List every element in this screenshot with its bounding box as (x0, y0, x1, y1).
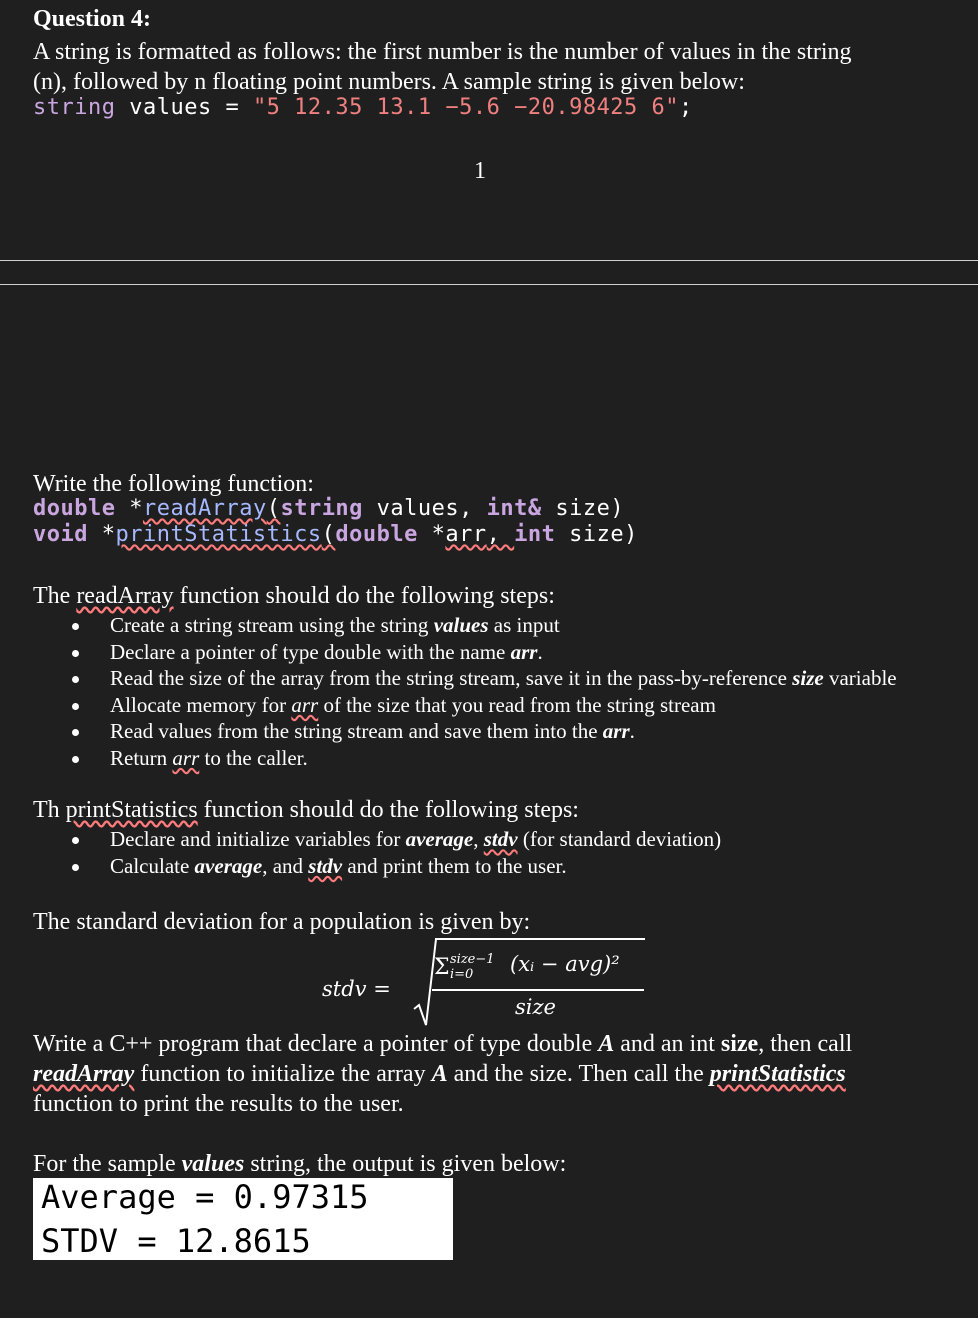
step-text: Return (110, 745, 173, 770)
step-em: arr (291, 692, 319, 717)
read-array-steps (33, 612, 963, 771)
sqrt-sign-icon (412, 937, 440, 1027)
formula-denominator: size (515, 995, 556, 1019)
program-text: , then call (758, 1031, 853, 1057)
list-item (33, 718, 963, 745)
code-string: "5 12.35 13.1 −5.6 −20.98425 6" (252, 95, 680, 120)
f1-return-type: double (33, 496, 116, 521)
list-item (33, 745, 963, 772)
program-text: and the size. Then call the (447, 1061, 710, 1087)
output-intro-em: values (181, 1151, 245, 1177)
program-func-name: readArray (33, 1061, 135, 1087)
step-em: size (792, 666, 824, 690)
code-var: values = (115, 95, 253, 120)
step-text: to the caller. (199, 745, 308, 770)
list-item (33, 612, 963, 639)
step-text: variable (823, 666, 897, 690)
step-text: Declare and initialize variables for (110, 827, 406, 851)
print-stats-intro-name: printStatistics (65, 797, 198, 823)
sample-string-code (33, 95, 693, 120)
step-text: and print them to the user. (342, 853, 567, 878)
step-em: average (194, 853, 263, 878)
step-text: (for standard deviation) (517, 827, 722, 851)
program-text: and an int (614, 1031, 721, 1057)
read-array-intro (33, 581, 555, 611)
output-intro (33, 1149, 566, 1179)
f1-param1-rest: values, (362, 496, 487, 521)
program-em: A (598, 1031, 615, 1057)
step-text: . (629, 719, 635, 743)
f1-name: readArray (142, 496, 267, 521)
f2-paren: ( (321, 522, 336, 547)
output-line-average: Average = 0.97315 (41, 1178, 369, 1216)
list-item (33, 692, 963, 719)
step-em: stdv (308, 853, 343, 878)
bullet-icon (72, 703, 79, 710)
f2-param2-rest: size) (555, 522, 638, 547)
step-text: Read values from the string stream and save them into the (110, 719, 603, 743)
page-number: 1 (474, 158, 486, 184)
step-text: Create a string stream using the string (110, 613, 434, 637)
program-text: function to initialize the array (134, 1061, 432, 1087)
print-stats-intro-post: function should do the following steps: (197, 797, 579, 823)
output-intro-post: string, the output is given below: (244, 1151, 567, 1177)
sum-upper-limit: size−1 (450, 952, 495, 967)
fraction-bar (432, 989, 644, 991)
list-item (33, 853, 963, 880)
program-func-name-2: printStatistics (709, 1061, 846, 1087)
program-em: A (431, 1061, 448, 1087)
formula-lhs: stdv = (322, 977, 391, 1001)
bullet-icon (72, 676, 79, 683)
function-signature-2 (33, 522, 638, 547)
bullet-icon (72, 756, 79, 763)
sum-lower-limit: i=0 (450, 967, 474, 982)
sum-symbol: Σ (434, 955, 450, 980)
step-em: stdv (483, 827, 518, 851)
step-text: , (473, 827, 484, 851)
list-item (33, 826, 963, 853)
code-type: string (33, 95, 116, 120)
formula-intro: The standard deviation for a population is given by: (33, 909, 531, 935)
output-line-stdv: STDV = 12.8615 (41, 1222, 311, 1260)
question-title: Question 4: (33, 6, 152, 32)
program-text: Write a C++ program that declare a pointer of type double (33, 1031, 599, 1057)
f2-star: * (87, 522, 116, 547)
step-em: values (433, 613, 489, 637)
f1-star: * (115, 496, 143, 521)
step-text: Declare a pointer of type double with the name (110, 639, 511, 664)
read-array-intro-name: readArray (76, 583, 174, 609)
program-line-2 (33, 1059, 846, 1089)
question-intro-line-1: A string is formatted as follows: the first number is the number of values in the string (33, 39, 852, 65)
print-stats-intro-pre: Th (33, 797, 66, 823)
f2-param2-type: int (514, 522, 556, 547)
program-bold: size (720, 1031, 759, 1057)
f2-param1-name: arr (445, 522, 487, 547)
read-array-intro-post: function should do the following steps: (173, 583, 555, 609)
bullet-icon (72, 864, 79, 871)
print-stats-intro (33, 795, 579, 825)
functions-heading: Write the following function: (33, 471, 314, 497)
function-signature-1 (33, 496, 624, 521)
page-divider-top (0, 260, 978, 261)
sample-output-box (33, 1178, 453, 1260)
program-line-1 (33, 1029, 852, 1059)
step-text: Calculate (110, 853, 195, 878)
f1-param2-rest: size) (541, 496, 625, 521)
bullet-icon (72, 623, 79, 630)
page-divider-bottom (0, 284, 978, 285)
step-em: arr (510, 639, 538, 664)
stdv-formula (320, 935, 660, 1030)
f2-return-type: void (33, 522, 88, 547)
program-line-3: function to print the results to the user. (33, 1091, 404, 1117)
f2-name: printStatistics (115, 522, 322, 547)
step-em: average (405, 827, 474, 851)
step-text: , and (262, 853, 309, 878)
f1-param2-type: int& (486, 496, 542, 521)
code-end: ; (679, 95, 693, 120)
print-stats-steps (33, 826, 963, 879)
f1-paren: ( (266, 496, 281, 521)
step-em: arr (172, 745, 200, 770)
f1-param1-type: string (280, 496, 363, 521)
formula-numerator: (xᵢ − avg)² (510, 952, 620, 976)
bullet-icon (72, 729, 79, 736)
bullet-icon (72, 650, 79, 657)
question-intro-line-2: (n), followed by n floating point numbers. A sample string is given below: (33, 69, 745, 95)
step-text: Allocate memory for (110, 692, 292, 717)
step-text: Read the size of the array from the string stream, save it in the pass-by-reference (110, 666, 793, 690)
step-text: as input (488, 613, 560, 637)
list-item (33, 665, 963, 692)
bullet-icon (72, 837, 79, 844)
step-em: arr (602, 719, 630, 743)
sqrt-bar (435, 938, 645, 940)
f2-param1-rest: * (417, 522, 446, 547)
list-item (33, 639, 963, 666)
f2-comma: , (486, 522, 515, 547)
output-intro-pre: For the sample (33, 1151, 182, 1177)
read-array-intro-pre: The (33, 583, 77, 609)
step-text: of the size that you read from the string stream (318, 692, 716, 717)
f2-param1-type: double (335, 522, 418, 547)
step-text: . (537, 639, 543, 664)
